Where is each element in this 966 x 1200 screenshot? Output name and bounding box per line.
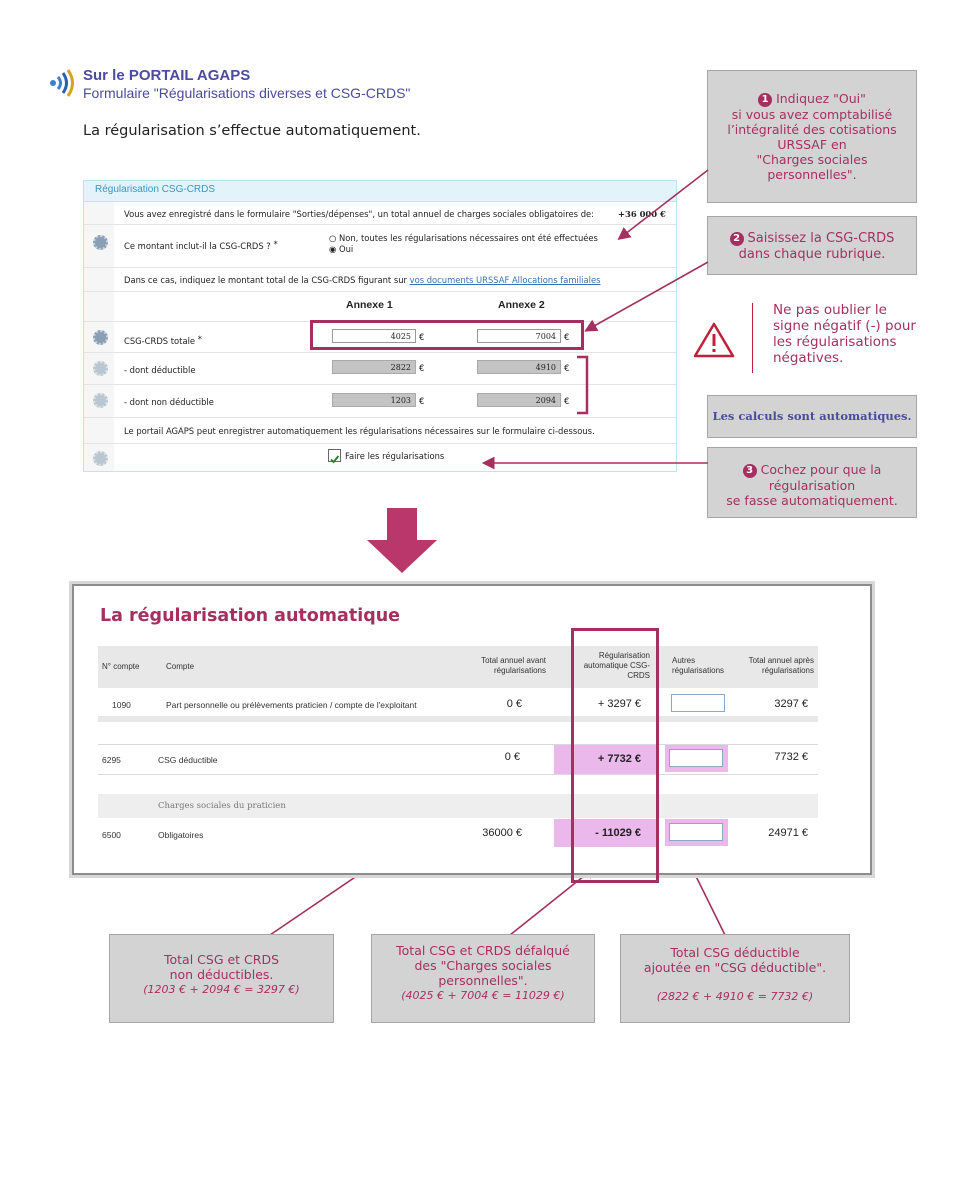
annexe1-total-input[interactable]: 4025 <box>332 329 416 343</box>
th-autres: Autres régularisations <box>672 656 725 675</box>
intro-text: La régularisation s’effectue automatiquement. <box>83 123 421 139</box>
th-num-compte: N° compte <box>102 662 140 671</box>
th-regularisation-auto: Régularisation automatique CSG- CRDS <box>583 651 650 680</box>
checkbox-label: Faire les régularisations <box>345 451 445 461</box>
annexe2-total-input[interactable]: 7004 <box>477 329 561 343</box>
row-6295-num: 6295 <box>102 755 121 765</box>
step-1-badge: 1 <box>758 93 772 107</box>
total-charges-value: +36 000 € <box>618 209 666 219</box>
warning-text: Ne pas oublier le signe négatif (-) pour les régularisations négatives. <box>773 302 916 366</box>
row-1090-compte: Part personnelle ou prélèvements praticien / compte de l'exploitant <box>166 700 417 710</box>
table-title: La régularisation automatique <box>100 606 401 626</box>
dont-deductible-label: - dont déductible <box>124 365 196 375</box>
currency-symbol: € <box>419 332 425 342</box>
row-6295-auto: + 7732 € <box>597 753 641 765</box>
annexe1-deductible-value: 2822 <box>332 360 416 374</box>
down-arrow-icon <box>367 508 437 573</box>
row-6500-auto: - 11029 € <box>595 827 641 839</box>
row-1090-apres: 3297 € <box>774 698 808 710</box>
th-total-apres: Total annuel après régularisations <box>748 656 814 675</box>
row-6500-apres: 24971 € <box>768 827 808 839</box>
callout-step-3: 3 Cochez pour que la régularisation se fasse automatiquement. <box>707 447 917 518</box>
currency-symbol: € <box>419 363 425 373</box>
row-6500-avant: 36000 € <box>482 827 522 839</box>
row-1090-num: 1090 <box>112 700 131 710</box>
row-6295-autres-input[interactable] <box>669 749 723 767</box>
callout-non-deductibles: Total CSG et CRDS non déductibles. (1203 € + 2094 € = 3297 €) <box>109 934 334 1023</box>
row-6500-autres-input[interactable] <box>669 823 723 841</box>
currency-symbol: € <box>564 332 570 342</box>
urssaf-documents-link[interactable]: vos documents URSSAF Allocations familiales <box>409 275 601 285</box>
radio-oui[interactable]: ◉ Oui <box>329 244 354 254</box>
step-3-badge: 3 <box>743 464 757 478</box>
annexe1-non-deductible-value: 1203 <box>332 393 416 407</box>
callout-step-1: 1 Indiquez "Oui" si vous avez comptabilisé l’intégralité des cotisations URSSAF en "Charges sociales personnelles". <box>707 70 917 203</box>
total-charges-text: Vous avez enregistré dans le formulaire "Sorties/dépenses", un total annuel de charges sociales obligatoires de: <box>124 209 594 219</box>
form-subtitle: Formulaire "Régularisations diverses et CSG-CRDS" <box>83 85 411 101</box>
annexe2-deductible-value: 4910 <box>477 360 561 374</box>
portal-title: Sur le PORTAIL AGAPS <box>83 67 251 84</box>
csg-crds-totale-label: CSG-CRDS totale * <box>124 334 202 346</box>
auto-column-highlight-frame <box>571 628 659 883</box>
row-6295-avant: 0 € <box>504 751 520 763</box>
csg-question-label: Ce montant inclut-il la CSG-CRDS ? * <box>124 239 278 251</box>
section-charges-sociales: Charges sociales du praticien <box>158 801 286 811</box>
row-1090-autres-input[interactable] <box>671 694 725 712</box>
panel-title: Régularisation CSG-CRDS <box>95 184 216 195</box>
row-6500-num: 6500 <box>102 830 121 840</box>
row-6500-compte: Obligatoires <box>158 830 204 840</box>
col-annexe-1: Annexe 1 <box>346 299 393 311</box>
currency-symbol: € <box>564 396 570 406</box>
row-6295-compte: CSG déductible <box>158 755 218 765</box>
callout-defalque: Total CSG et CRDS défalqué des "Charges sociales personnelles". (4025 € + 7004 € = 11029 €) <box>371 934 595 1023</box>
annexe2-non-deductible-value: 2094 <box>477 393 561 407</box>
callout-step-2: 2 Saisissez la CSG-CRDS dans chaque rubrique. <box>707 216 917 275</box>
row-1090-auto: + 3297 € <box>597 698 641 710</box>
currency-symbol: € <box>419 396 425 406</box>
calculs-automatiques-box: Les calculs sont automatiques. <box>707 395 917 438</box>
th-total-avant: Total annuel avant régularisations <box>481 656 546 675</box>
dont-non-deductible-label: - dont non déductible <box>124 397 214 407</box>
step-2-badge: 2 <box>730 232 744 246</box>
row-1090-avant: 0 € <box>506 698 522 710</box>
currency-symbol: € <box>564 363 570 373</box>
callout-csg-deductible: Total CSG déductible ajoutée en "CSG déductible". (2822 € + 4910 € = 7732 €) <box>620 934 850 1023</box>
instruction-text: Dans ce cas, indiquez le montant total de la CSG-CRDS figurant sur vos documents URSSAF Allocations familiales <box>124 275 601 285</box>
row-6295-apres: 7732 € <box>774 751 808 763</box>
col-annexe-2: Annexe 2 <box>498 299 545 311</box>
auto-regularisation-text: Le portail AGAPS peut enregistrer automatiquement les régularisations nécessaires sur le formulaire ci-dessous. <box>124 426 595 436</box>
radio-non[interactable]: ○ Non, toutes les régularisations nécessaires ont été effectuées <box>329 233 598 243</box>
th-compte: Compte <box>166 662 195 671</box>
